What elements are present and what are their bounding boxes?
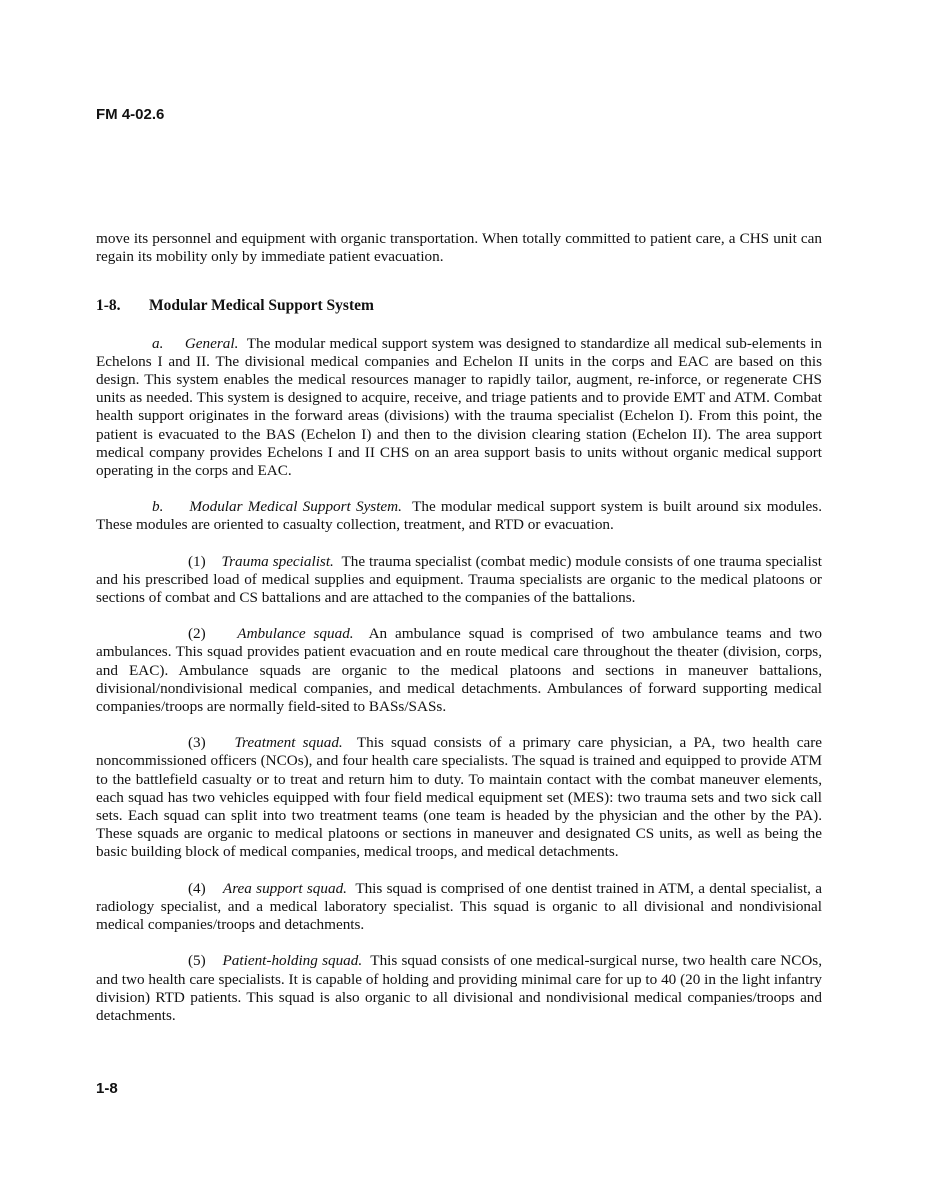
- subparagraph-heading: Patient-holding squad.: [222, 952, 363, 970]
- subparagraph-label: (2): [188, 625, 206, 643]
- subparagraph-text: This squad is comprised of one dentist trained in ATM, a dental specialist, a radiology specialist, and a medical laboratory specialist. This squad is organic to all divisional and nondivisional medical companies/troops and detachments.: [96, 879, 823, 934]
- section-number: 1-8.: [96, 297, 121, 315]
- subparagraph-1: [96, 553, 822, 608]
- subparagraph-label: (3): [188, 734, 206, 752]
- subparagraph-heading: Trauma specialist.: [221, 552, 334, 570]
- subparagraph-label: (1): [188, 552, 206, 570]
- subparagraph-text: An ambulance squad is comprised of two ambulance teams and two ambulances. This squad provides patient evacuation and en route medical care throughout the theater (division, corps, and EAC). Ambulance squads are organic to the medical platoons and sections in maneuver battalions, divisional/nondivisional medical companies, and medical detachments. Ambulances of forward supporting medical companies/troops are normally field-sited to BASs/SASs.: [96, 625, 823, 716]
- subparagraph-4: [96, 880, 822, 935]
- document-body: [96, 230, 822, 1025]
- subparagraph-text: The trauma specialist (combat medic) module consists of one trauma specialist and his prescribed load of medical supplies and equipment. Trauma specialists are organic to the medical platoons or sections of combat and CS battalions and are attached to the companies of the battalions.: [96, 552, 822, 607]
- page-footer-number: 1-8: [96, 1080, 118, 1097]
- section-heading: [96, 297, 822, 315]
- subparagraph-2: [96, 625, 822, 716]
- subparagraph-label: (4): [188, 879, 206, 897]
- paragraph-heading: Modular Medical Support System.: [189, 498, 402, 516]
- paragraph-b: [96, 498, 822, 534]
- subparagraph-heading: Treatment squad.: [234, 734, 343, 752]
- subparagraph-heading: Ambulance squad.: [237, 625, 354, 643]
- section-title: Modular Medical Support System: [149, 297, 374, 315]
- subparagraph-text: This squad consists of one medical-surgical nurse, two health care NCOs, and two health care specialists. It is capable of holding and providing minimal care for up to 40 (20 in the light infantry division) RTD patients. This squad is also organic to all divisional and nondivisional medical companies/troops and detachments.: [96, 952, 822, 1024]
- intro-paragraph: move its personnel and equipment with organic transportation. When totally committed to patient care, a CHS unit can regain its mobility only by immediate patient evacuation.: [96, 230, 822, 266]
- paragraph-text: The modular medical support system is built around six modules. These modules are oriented to casualty collection, treatment, and RTD or evacuation.: [96, 498, 823, 534]
- paragraph-label: b.: [152, 498, 164, 516]
- subparagraph-3: [96, 734, 822, 861]
- paragraph-a: [96, 335, 822, 481]
- paragraph-heading: General.: [184, 334, 239, 352]
- page-header-doc-id: FM 4-02.6: [96, 106, 165, 123]
- paragraph-label: a.: [152, 334, 164, 352]
- subparagraph-5: [96, 952, 822, 1025]
- subparagraph-heading: Area support squad.: [222, 879, 347, 897]
- paragraph-text: The modular medical support system was designed to standardize all medical sub-elements in Echelons I and II. The divisional medical companies and Echelon II units in the corps and EAC are based on this design. This system enables the medical resources manager to rapidly tailor, augment, re-inforce, or regenerate CHS units as needed. This system is designed to acquire, receive, and triage patients and to provide EMT and ATM. Combat health support originates in the forward areas (divisions) with the trauma specialist (Echelon I). From this point, the patient is evacuated to the BAS (Echelon I) and then to the division clearing station (Echelon II). The area support medical company provides Echelons I and II CHS on an area support basis to units without organic medical support operating in the corps and EAC.: [96, 334, 823, 480]
- subparagraph-text: This squad consists of a primary care physician, a PA, two health care noncommissioned officers (NCOs), and four health care specialists. The squad is trained and equipped to provide ATM to the battlefield casualty or to treat and return him to duty. To maintain contact with the combat maneuver elements, each squad has two vehicles equipped with four field medical equipment set (MES): two trauma sets and two sick call sets. Each squad can split into two treatment teams (one team is headed by the physician and the other by the PA). These squads are organic to medical platoons or sections in maneuver and designated CS units, as well as being the basic building block of medical companies, medical troops, and medical detachments.: [96, 734, 822, 861]
- subparagraph-label: (5): [188, 952, 206, 970]
